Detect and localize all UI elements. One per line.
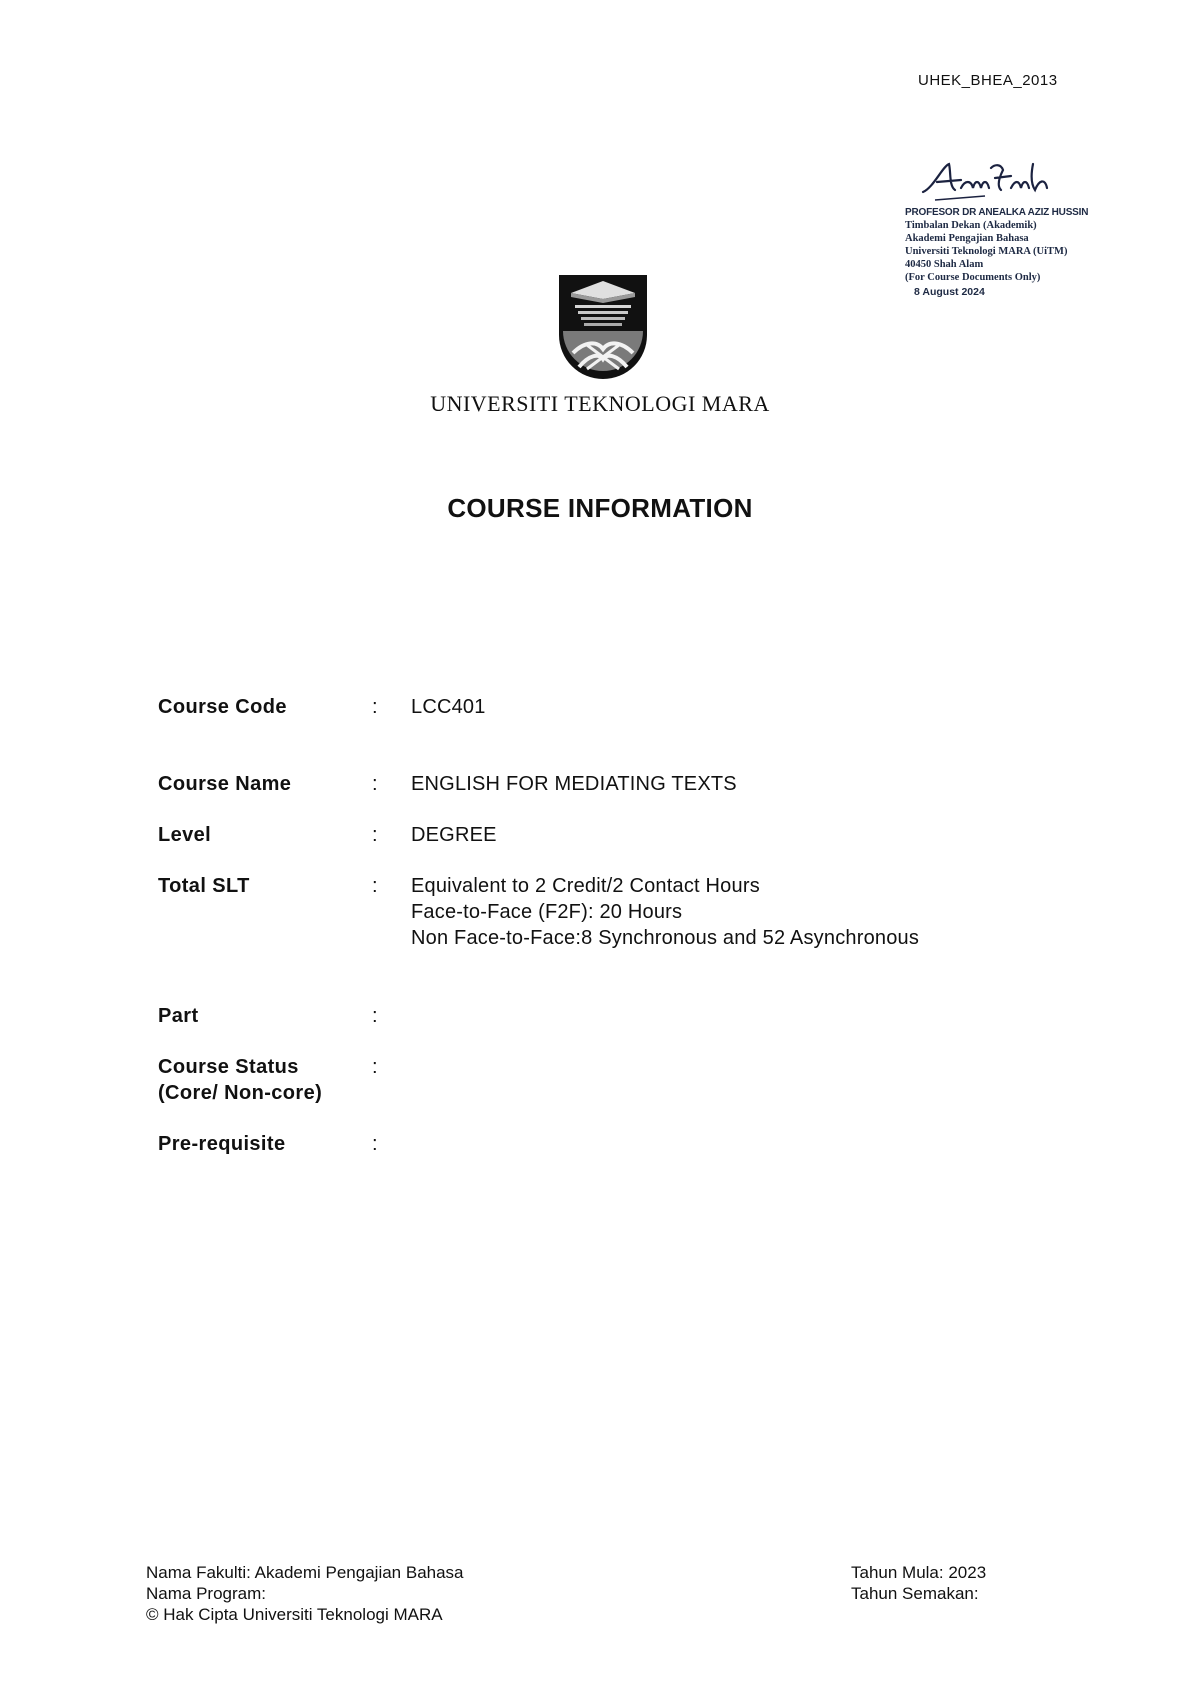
footer-faculty: Nama Fakulti: Akademi Pengajian Bahasa [146, 1563, 464, 1582]
stamp-line-4: 40450 Shah Alam [905, 259, 984, 270]
page-title: COURSE INFORMATION [447, 493, 753, 523]
part-label: Part [158, 1005, 199, 1027]
prerequisite-label: Pre-requisite [158, 1133, 286, 1155]
level-label: Level [158, 824, 212, 846]
document-code: UHEK_BHEA_2013 [918, 72, 1058, 89]
stamp-line-1: Timbalan Dekan (Akademik) [905, 220, 1037, 231]
signature [915, 158, 1065, 206]
university-name: UNIVERSITI TEKNOLOGI MARA [430, 391, 770, 416]
footer-left [146, 1562, 464, 1625]
total-slt-line-1: Equivalent to 2 Credit/2 Contact Hours [411, 875, 760, 897]
footer-revision-year: Tahun Semakan: [851, 1584, 979, 1603]
signature-text: AmmFmh [915, 158, 920, 159]
stamp-name: PROFESOR DR ANEALKA AZIZ HUSSIN [905, 207, 1089, 218]
level-value: DEGREE [411, 824, 497, 846]
colon: : [372, 875, 378, 897]
footer-start-year: Tahun Mula: 2023 [851, 1563, 987, 1582]
colon: : [372, 1056, 378, 1078]
approval-stamp [905, 158, 1135, 299]
colon: : [372, 773, 378, 795]
total-slt-label: Total SLT [158, 875, 250, 897]
course-code-value: LCC401 [411, 696, 486, 718]
total-slt-value [411, 873, 919, 951]
course-status-label-line-1: Course Status [158, 1056, 299, 1078]
colon: : [372, 824, 378, 846]
total-slt-line-2: Face-to-Face (F2F): 20 Hours [411, 901, 683, 923]
stamp-line-5: (For Course Documents Only) [905, 272, 1041, 283]
footer-right [851, 1562, 986, 1604]
course-code-label: Course Code [158, 696, 287, 718]
stamp-line-2: Akademi Pengajian Bahasa [905, 233, 1029, 244]
stamp-date: 8 August 2024 [914, 286, 985, 298]
course-name-value: ENGLISH FOR MEDIATING TEXTS [411, 773, 737, 795]
colon: : [372, 1005, 378, 1027]
footer-copyright: © Hak Cipta Universiti Teknologi MARA [146, 1605, 443, 1624]
total-slt-line-3: Non Face-to-Face:8 Synchronous and 52 Asynchronous [411, 927, 920, 949]
university-logo [559, 275, 647, 379]
course-name-label: Course Name [158, 773, 292, 795]
colon: : [372, 696, 378, 718]
footer-program: Nama Program: [146, 1584, 266, 1603]
course-status-label [158, 1054, 368, 1106]
colon: : [372, 1133, 378, 1155]
stamp-line-3: Universiti Teknologi MARA (UiTM) [905, 246, 1068, 257]
course-status-label-line-2: (Core/ Non-core) [158, 1082, 323, 1104]
